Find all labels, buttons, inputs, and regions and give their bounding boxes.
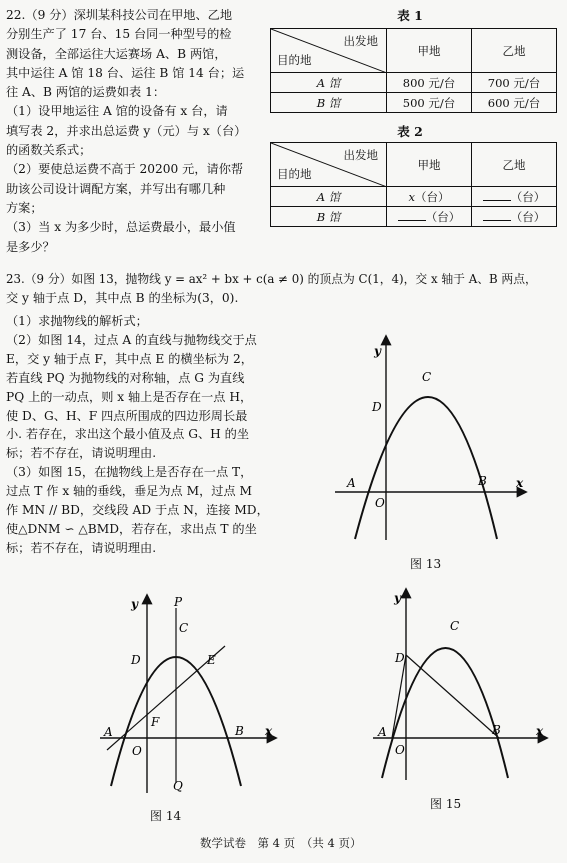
segment-ad xyxy=(392,655,406,738)
row-header-b: B 馆 xyxy=(271,207,387,227)
q22-line: 分别生产了 17 台、15 台同一种型号的检 xyxy=(6,27,232,42)
answer-blank xyxy=(398,210,426,221)
q23-line: PQ 上的一动点，则 x 轴上是否存在一点 H， xyxy=(6,389,253,404)
answer-cell xyxy=(387,207,472,227)
col-header-yi: 乙地 xyxy=(472,29,557,73)
q22-line: 的函数关系式； xyxy=(6,143,92,158)
unit-label: （台） xyxy=(510,189,546,204)
cost-cell: 700 元/台 xyxy=(472,73,557,93)
q22-line: 是多少？ xyxy=(6,239,55,254)
x-value: x xyxy=(408,189,415,204)
q23-line: 使△DNM ∽ △BMD，若存在，求出点 T 的坐 xyxy=(6,521,257,536)
label-y: y xyxy=(131,597,138,611)
parabola xyxy=(355,397,497,539)
q22-line: （1）设甲地运往 A 馆的设备有 x 台，请 xyxy=(6,104,228,119)
row-header-b: B 馆 xyxy=(271,93,387,113)
label-e: E xyxy=(207,653,216,667)
label-q: Q xyxy=(173,779,183,793)
answer-blank xyxy=(483,190,511,201)
answer-cell xyxy=(472,187,557,207)
table2-caption: 表 2 xyxy=(397,124,423,139)
q23-line: 标；若不存在，请说明理由. xyxy=(6,446,157,461)
question-22 xyxy=(6,6,268,257)
label-a: A xyxy=(347,476,356,490)
label-o: O xyxy=(375,496,385,510)
unit-label: （台） xyxy=(510,209,546,224)
label-c: C xyxy=(450,619,460,633)
unit-label: （台） xyxy=(425,209,461,224)
answer-blank xyxy=(483,210,511,221)
q22-line: 测设备，全部运往大运赛场 A、B 两馆， xyxy=(6,46,227,61)
label-o: O xyxy=(395,743,405,757)
figure-15 xyxy=(368,580,558,785)
answer-cell xyxy=(472,207,557,227)
figure-15-caption: 图 15 xyxy=(430,797,462,811)
q22-line: 其中运往 A 馆 18 台、运往 B 馆 14 台；运 xyxy=(6,65,245,80)
answer-cell xyxy=(387,187,472,207)
figure-14-caption: 图 14 xyxy=(150,809,182,823)
q22-line: 往 A、B 两馆的运费如表 1： xyxy=(6,85,166,100)
label-d: D xyxy=(372,400,382,414)
from-label: 出发地 xyxy=(343,34,378,48)
table-2 xyxy=(270,142,557,227)
q22-line: 22.（9 分）深圳某科技公司在甲地、乙地 xyxy=(6,8,233,22)
label-d: D xyxy=(131,653,141,667)
label-x: x xyxy=(265,724,273,738)
label-x: x xyxy=(536,724,544,738)
label-d: D xyxy=(395,651,405,665)
label-y: y xyxy=(394,591,401,605)
figure-13 xyxy=(330,325,540,555)
label-p: P xyxy=(174,595,183,609)
label-f: F xyxy=(151,715,160,729)
to-label: 目的地 xyxy=(277,53,312,67)
cost-cell: 600 元/台 xyxy=(472,93,557,113)
q23-line: 若直线 PQ 为抛物线的对称轴，点 G 为直线 xyxy=(6,370,245,385)
table1-corner-cell xyxy=(271,29,387,73)
page-footer: 数学试卷 第 4 页 （共 4 页） xyxy=(200,836,362,850)
q23-line: E，交 y 轴于点 F，其中点 E 的横坐标为 2， xyxy=(6,351,253,366)
label-b: B xyxy=(492,723,501,737)
label-x: x xyxy=(516,476,524,490)
q23-intro-line: 交 y 轴于点 D，其中点 B 的坐标为(3，0). xyxy=(6,291,239,306)
cost-cell: 800 元/台 xyxy=(387,73,472,93)
q22-line: 助该公司设计调配方案，并写出有哪几种 xyxy=(6,181,226,196)
from-label: 出发地 xyxy=(343,148,378,162)
q23-line: （1）求抛物线的解析式； xyxy=(6,314,148,328)
label-c: C xyxy=(422,370,432,384)
col-header-yi: 乙地 xyxy=(472,143,557,187)
to-label: 目的地 xyxy=(277,167,312,181)
q23-line: 使 D、G、H、F 四点所围成的四边形周长最 xyxy=(6,408,248,423)
label-o: O xyxy=(132,744,142,758)
row-header-a: A 馆 xyxy=(271,73,387,93)
question-23-parts xyxy=(6,312,291,558)
unit-label: （台） xyxy=(415,189,450,204)
q23-line: 过点 T 作 x 轴的垂线，垂足为点 M，过点 M xyxy=(6,484,253,499)
label-b: B xyxy=(235,724,244,738)
figure-14 xyxy=(95,588,290,803)
q23-line: 小. 若存在，求出这个最小值及点 G、H 的坐 xyxy=(6,427,250,442)
q23-line: 作 MN // BD，交线段 AD 于点 N，连接 MD， xyxy=(6,503,269,518)
label-c: C xyxy=(179,621,189,635)
q22-line: 填写表 2，并求出总运费 y（元）与 x（台） xyxy=(6,123,247,138)
q22-line: 方案； xyxy=(6,200,43,215)
figure-13-caption: 图 13 xyxy=(410,557,442,571)
q23-line: （3）如图 15，在抛物线上是否存在一点 T， xyxy=(6,465,253,480)
label-a: A xyxy=(378,725,387,739)
label-b: B xyxy=(478,474,487,488)
row-header-a: A 馆 xyxy=(271,187,387,207)
table-1 xyxy=(270,28,557,113)
col-header-jia: 甲地 xyxy=(387,143,472,187)
q23-intro-line: 23.（9 分）如图 13，抛物线 y = ax² + bx + c(a ≠ 0) 的顶点为 C(1，4)，交 x 轴于 A、B 两点， xyxy=(6,272,537,286)
q22-line: （3）当 x 为多少时，总运费最小，最小值 xyxy=(6,220,236,235)
col-header-jia: 甲地 xyxy=(387,29,472,73)
q23-line: 标；若不存在，请说明理由. xyxy=(6,540,157,555)
label-a: A xyxy=(104,725,113,739)
table1-caption: 表 1 xyxy=(397,8,423,23)
q22-line: （2）要使总运费不高于 20200 元，请你帮 xyxy=(6,162,244,177)
q23-line: （2）如图 14，过点 A 的直线与抛物线交于点 xyxy=(6,332,257,347)
table2-corner-cell xyxy=(271,143,387,187)
question-23-intro xyxy=(6,270,562,309)
label-y: y xyxy=(374,344,381,358)
segment-db xyxy=(406,655,499,738)
cost-cell: 500 元/台 xyxy=(387,93,472,113)
parabola xyxy=(382,648,508,778)
